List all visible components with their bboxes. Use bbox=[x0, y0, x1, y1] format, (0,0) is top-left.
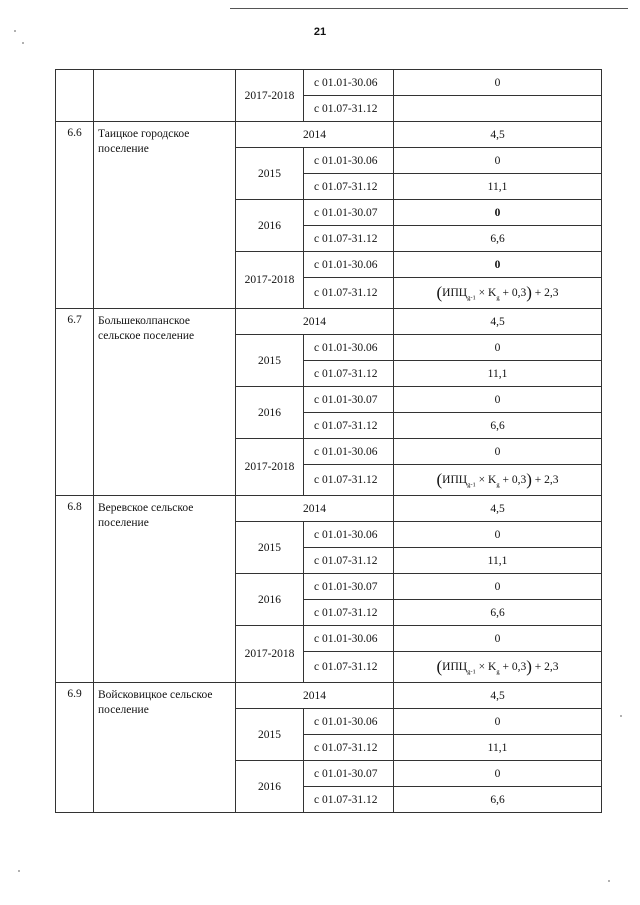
table-row bbox=[56, 122, 602, 148]
section-number: 6.9 bbox=[56, 683, 94, 813]
formula-cpi: ИПЦ bbox=[442, 287, 468, 299]
formula-add: 2,3 bbox=[544, 661, 559, 673]
value-cell: 0 bbox=[394, 387, 602, 413]
year-cell: 2015 bbox=[236, 335, 304, 387]
settlement-name: Веревское сельское поселение bbox=[94, 496, 236, 683]
name-cell bbox=[94, 70, 236, 122]
paren-open: ( bbox=[436, 470, 443, 489]
value-cell: 6,6 bbox=[394, 226, 602, 252]
period-cell: с 01.01-30.07 bbox=[304, 200, 394, 226]
period-cell: с 01.07-31.12 bbox=[304, 787, 394, 813]
settlement-name: Таицкое городское поселение bbox=[94, 122, 236, 309]
paren-close: ) bbox=[526, 470, 532, 489]
value-cell: 0 bbox=[394, 709, 602, 735]
tariff-formula: $(ИПЦ_{g-1} \times K_g + 0,3) + 2,3$ bbox=[436, 283, 559, 302]
period-cell: с 01.01-30.06 bbox=[304, 439, 394, 465]
value-cell: 4,5 bbox=[394, 122, 602, 148]
table-row bbox=[56, 496, 602, 522]
value-cell: 0 bbox=[394, 626, 602, 652]
formula-const: 0,3 bbox=[511, 474, 527, 486]
year-cell: 2016 bbox=[236, 574, 304, 626]
period-cell: с 01.01-30.06 bbox=[304, 335, 394, 361]
period-cell: с 01.07-31.12 bbox=[304, 652, 394, 683]
period-cell: с 01.07-31.12 bbox=[304, 226, 394, 252]
formula-cpi-sub: g-1 bbox=[467, 668, 476, 676]
period-cell: с 01.07-31.12 bbox=[304, 361, 394, 387]
num-cell bbox=[56, 70, 94, 122]
year-cell: 2017-2018 bbox=[236, 252, 304, 309]
value-cell: 11,1 bbox=[394, 548, 602, 574]
year-cell: 2017-2018 bbox=[236, 626, 304, 683]
formula-cell bbox=[394, 465, 602, 496]
period-cell: с 01.01-30.06 bbox=[304, 522, 394, 548]
formula-k: K bbox=[488, 287, 497, 299]
period-cell: с 01.01-30.06 bbox=[304, 709, 394, 735]
year-cell: 2016 bbox=[236, 387, 304, 439]
value-cell: 0 bbox=[394, 574, 602, 600]
formula-k-sub: g bbox=[496, 481, 500, 489]
formula-add: 2,3 bbox=[544, 474, 559, 486]
page-number: 21 bbox=[313, 26, 327, 38]
period-cell: с 01.01-30.06 bbox=[304, 252, 394, 278]
value-cell: 4,5 bbox=[394, 309, 602, 335]
period-cell: с 01.07-31.12 bbox=[304, 413, 394, 439]
period-cell: с 01.01-30.07 bbox=[304, 387, 394, 413]
year-cell: 2016 bbox=[236, 761, 304, 813]
value-cell: 4,5 bbox=[394, 496, 602, 522]
period-cell: с 01.01-30.07 bbox=[304, 761, 394, 787]
formula-k-sub: g bbox=[496, 668, 500, 676]
header-rule bbox=[230, 8, 628, 9]
period-cell: с 01.01-30.06 bbox=[304, 70, 394, 96]
section-number: 6.8 bbox=[56, 496, 94, 683]
scan-speck bbox=[608, 880, 610, 882]
value-cell: 4,5 bbox=[394, 683, 602, 709]
year-cell: 2014 bbox=[236, 496, 394, 522]
year-cell: 2016 bbox=[236, 200, 304, 252]
scan-speck bbox=[620, 715, 622, 717]
value-cell: 0 bbox=[394, 252, 602, 278]
formula-cpi: ИПЦ bbox=[442, 661, 468, 673]
year-cell: 2017-2018 bbox=[236, 70, 304, 122]
year-cell: 2015 bbox=[236, 522, 304, 574]
scan-speck bbox=[22, 42, 24, 44]
formula-k: K bbox=[488, 661, 497, 673]
value-cell: 6,6 bbox=[394, 600, 602, 626]
paren-open: ( bbox=[436, 657, 443, 676]
paren-open: ( bbox=[436, 283, 443, 302]
settlement-name: Большеколпанское сельское поселение bbox=[94, 309, 236, 496]
value-cell: 0 bbox=[394, 439, 602, 465]
period-cell: с 01.07-31.12 bbox=[304, 600, 394, 626]
tariff-formula: $(ИПЦ_{g-1} \times K_g + 0,3) + 2,3$ bbox=[436, 470, 559, 489]
formula-cell bbox=[394, 278, 602, 309]
value-cell: 11,1 bbox=[394, 735, 602, 761]
formula-const: 0,3 bbox=[511, 287, 527, 299]
tariff-table bbox=[55, 69, 602, 813]
tariff-formula: $(ИПЦ_{g-1} \times K_g + 0,3) + 2,3$ bbox=[436, 657, 559, 676]
settlement-name: Войсковицкое сельское поселение bbox=[94, 683, 236, 813]
year-cell: 2015 bbox=[236, 148, 304, 200]
period-cell: с 01.07-31.12 bbox=[304, 96, 394, 122]
formula-cell bbox=[394, 652, 602, 683]
period-cell: с 01.07-31.12 bbox=[304, 174, 394, 200]
formula-const: 0,3 bbox=[511, 661, 527, 673]
year-cell: 2014 bbox=[236, 122, 394, 148]
scan-speck bbox=[14, 30, 16, 32]
period-cell: с 01.01-30.06 bbox=[304, 626, 394, 652]
period-cell: с 01.01-30.07 bbox=[304, 574, 394, 600]
year-cell: 2015 bbox=[236, 709, 304, 761]
value-cell: 6,6 bbox=[394, 787, 602, 813]
formula-cpi-sub: g-1 bbox=[467, 481, 476, 489]
formula-k: K bbox=[488, 474, 497, 486]
value-cell bbox=[394, 96, 602, 122]
table-row bbox=[56, 70, 602, 96]
value-cell: 0 bbox=[394, 200, 602, 226]
period-cell: с 01.01-30.06 bbox=[304, 148, 394, 174]
value-cell: 0 bbox=[394, 335, 602, 361]
period-cell: с 01.07-31.12 bbox=[304, 735, 394, 761]
period-cell: с 01.07-31.12 bbox=[304, 548, 394, 574]
value-cell: 11,1 bbox=[394, 174, 602, 200]
value-cell: 0 bbox=[394, 148, 602, 174]
scan-speck bbox=[18, 870, 20, 872]
formula-add: 2,3 bbox=[544, 287, 559, 299]
table-row bbox=[56, 309, 602, 335]
formula-k-sub: g bbox=[496, 294, 500, 302]
formula-cpi: ИПЦ bbox=[442, 474, 468, 486]
value-cell: 11,1 bbox=[394, 361, 602, 387]
value-cell: 0 bbox=[394, 761, 602, 787]
paren-close: ) bbox=[526, 283, 532, 302]
year-cell: 2017-2018 bbox=[236, 439, 304, 496]
value-cell: 6,6 bbox=[394, 413, 602, 439]
period-cell: с 01.07-31.12 bbox=[304, 278, 394, 309]
value-cell: 0 bbox=[394, 70, 602, 96]
table-row bbox=[56, 683, 602, 709]
year-cell: 2014 bbox=[236, 309, 394, 335]
period-cell: с 01.07-31.12 bbox=[304, 465, 394, 496]
paren-close: ) bbox=[526, 657, 532, 676]
section-number: 6.6 bbox=[56, 122, 94, 309]
section-number: 6.7 bbox=[56, 309, 94, 496]
formula-cpi-sub: g-1 bbox=[467, 294, 476, 302]
value-cell: 0 bbox=[394, 522, 602, 548]
year-cell: 2014 bbox=[236, 683, 394, 709]
